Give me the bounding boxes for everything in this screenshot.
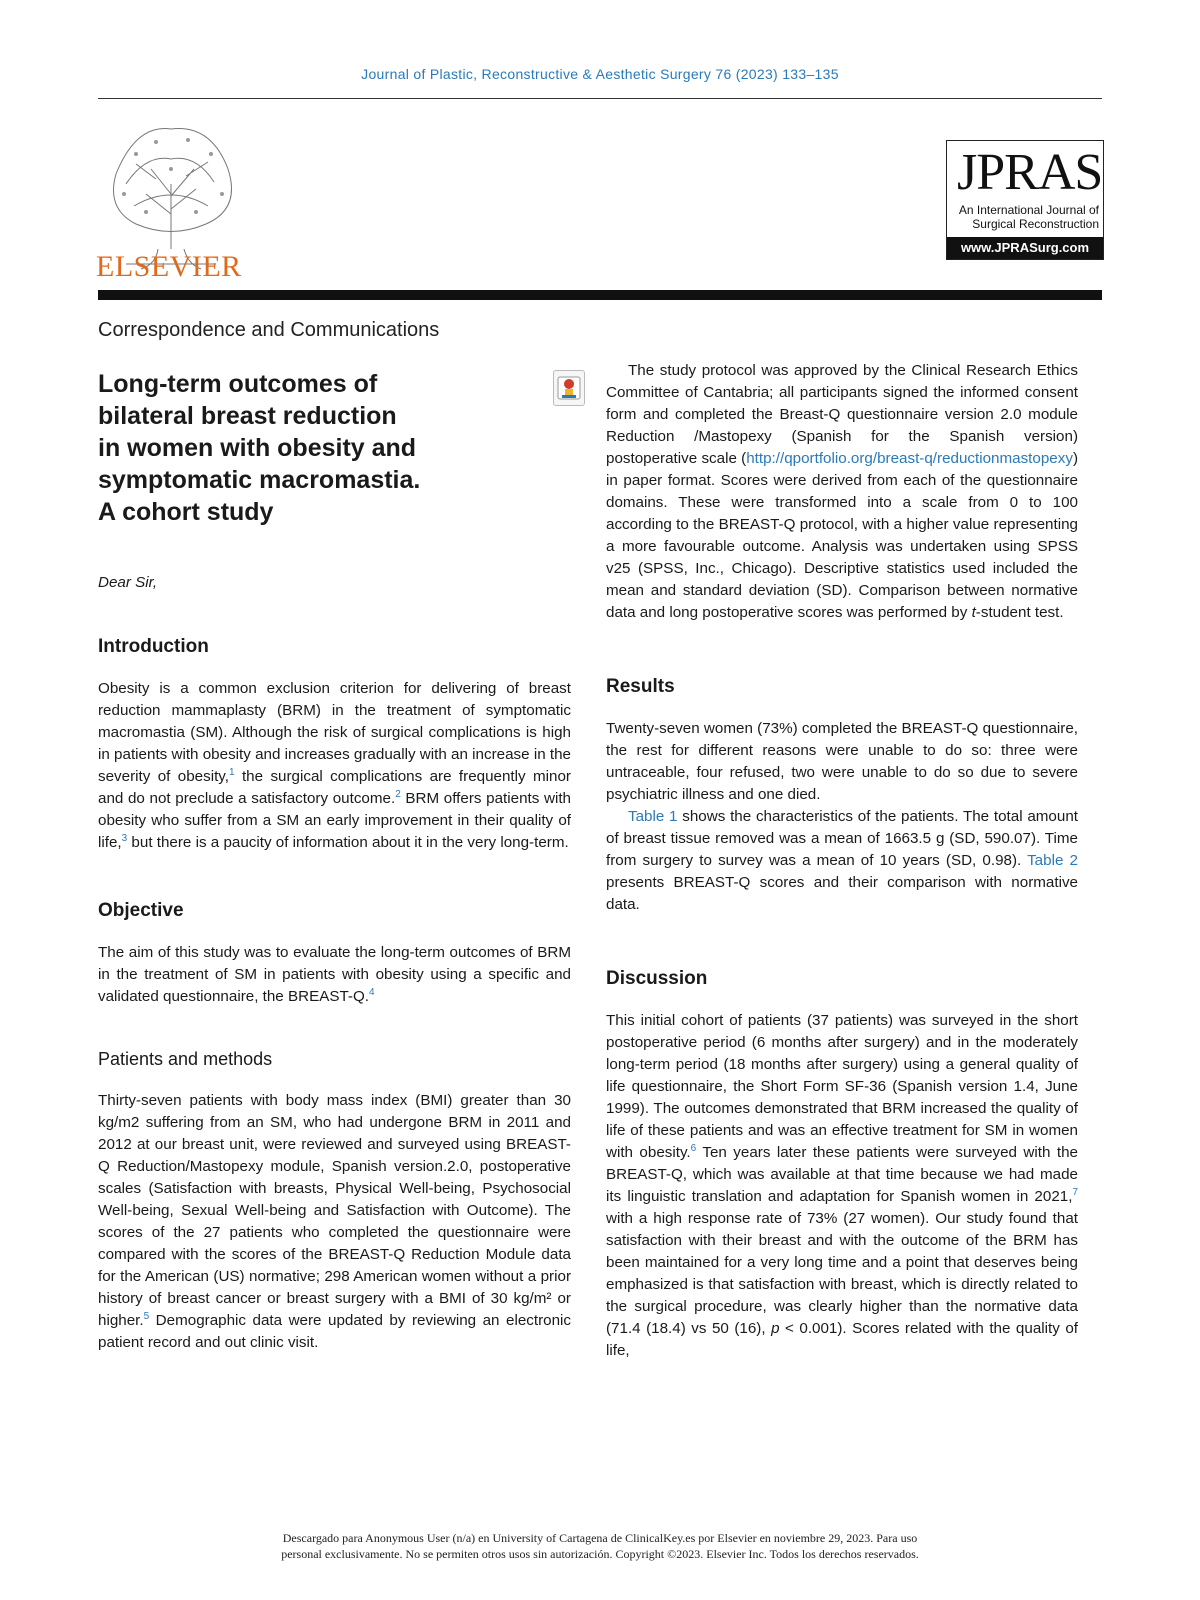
reference-link[interactable]: 4 (369, 986, 375, 998)
text-run: Ten years later these patients were surveyed with the BREAST-Q, which was available at that time because we had made its linguistic translation and adaptation for Spanish women in 2021, (606, 1144, 1078, 1205)
text-run: ) in paper format. Scores were derived from each of the questionnaire domains. These were transformed into a scale from 0 to 100 according to the BREAST-Q protocol, with a higher value representing a more favourable outcome. Analysis was undertaken using SPSS v25 (SPSS, Inc., Chicago). Descriptive statistics used included the mean and standard deviation (SD). Comparison between normative data and long postoperative scores was performed by (606, 450, 1078, 621)
text-run: with a high response rate of 73% (27 women). Our study found that satisfaction with their breast and with the outcome of the BRM has been maintained for a very long time and a point that deserves being emphasized is that satisfaction with breast, which is directly related to the surgical procedure, was clearly higher than the normative data (71.4 (18.4) vs 50 (16), (606, 1210, 1078, 1337)
footer-line-1: Descargado para Anonymous User (n/a) en University of Cartagena de ClinicalKey.es por Elsevier en noviembre 29, 2023. Para uso (282, 1531, 918, 1545)
title-line: in women with obesity and (98, 434, 417, 462)
text-run: The aim of this study was to evaluate the long-term outcomes of BRM in the treatment of SM in patients with obesity using a specific and validated questionnaire, the BREAST-Q. (98, 944, 571, 1005)
text-run: shows the characteristics of the patients. The total amount of breast tissue removed was a mean of 1663.5 g (SD, 590.07). Time from surgery to survey was a mean of 10 years (SD, 0.98). (606, 808, 1078, 869)
jpras-logo-sub1: An International Journal of (958, 203, 1099, 217)
results-paragraph-1: Twenty-seven women (73%) completed the BREAST-Q questionnaire, the rest for different reasons were unable to do so: three were untraceable, four refused, two were unable to do so due to severe psychiatric illness and one died. (606, 720, 1078, 803)
introduction-paragraph (98, 678, 571, 854)
discussion-paragraph (606, 1010, 1078, 1362)
text-run: This initial cohort of patients (37 patients) was surveyed in the short postoperative period (6 months after surgery) and in the moderately long-term period (18 months after surgery) using a general quality of life questionnaire, the Short Form SF-36 (Spanish version 1.4, June 1999). The outcomes demonstrated that BRM increased the quality of life of these patients and was an effective treatment for SM in women with obesity. (606, 1012, 1078, 1161)
jpras-logo-subtitle (953, 203, 1099, 231)
text-run: The study protocol was approved by the Clinical Research Ethics Committee of Cantabria; all participants signed the informed consent form and completed the Breast-Q questionnaire version 2.0 module Reduction /Mastopexy (Spanish for the Spanish version) postoperative scale ( (606, 362, 1078, 467)
protocol-paragraph (606, 360, 1078, 624)
article-section-label: Correspondence and Communications (98, 319, 440, 341)
t-italic: t (971, 604, 976, 621)
text-run: -student test. (975, 604, 1064, 621)
text-run: but there is a paucity of information about it in the very long-term. (127, 834, 569, 851)
table-2-link[interactable]: Table 2 (1027, 852, 1078, 869)
reference-link[interactable]: 2 (395, 788, 401, 800)
reference-link[interactable]: 1 (229, 766, 235, 778)
text-run: Obesity is a common exclusion criterion for delivering of breast reduction mammaplasty (BRM) in the treatment of symptomatic macromastia (SM). Although the risk of surgical complications is high in patients with obesity and increases gradually with an increase in the severity of obesity, (98, 680, 571, 785)
title-line: symptomatic macromastia. (98, 466, 421, 494)
results-heading: Results (606, 676, 675, 697)
discussion-heading: Discussion (606, 968, 708, 989)
reference-link[interactable]: 7 (1072, 1186, 1078, 1198)
results-paragraph-2 (606, 806, 1078, 916)
p-italic: p (771, 1320, 780, 1337)
header-thick-divider (98, 290, 1102, 300)
objective-paragraph (98, 942, 571, 1008)
footer-line-2: personal exclusivamente. No se permiten otros usos sin autorización. Copyright ©2023. Elsevier Inc. Todos los derechos reservados. (281, 1547, 919, 1561)
journal-citation[interactable]: Journal of Plastic, Reconstructive & Aesthetic Surgery 76 (2023) 133–135 (361, 66, 839, 82)
patients-methods-heading: Patients and methods (98, 1049, 273, 1069)
header-divider (98, 98, 1102, 99)
text-run: < 0.001). Scores related with the quality of life, (606, 1320, 1078, 1359)
qportfolio-link[interactable]: http://qportfolio.org/breast-q/reductionmastopexy (746, 450, 1073, 467)
jpras-logo-sub2: Surgical Reconstruction (972, 217, 1099, 231)
introduction-heading: Introduction (98, 636, 209, 657)
objective-heading: Objective (98, 900, 184, 921)
text-run: presents BREAST-Q scores and their comparison with normative data. (606, 874, 1078, 913)
jpras-logo-url: www.JPRASurg.com (947, 237, 1103, 259)
article-title (98, 368, 518, 528)
reference-link[interactable]: 5 (143, 1310, 150, 1322)
elsevier-wordmark: ELSEVIER (96, 250, 242, 283)
reference-link[interactable]: 3 (121, 832, 128, 844)
title-line: bilateral breast reduction (98, 402, 397, 430)
jpras-logo-title: JPRAS (957, 144, 1103, 201)
text-run: the surgical complications are frequently minor and do not preclude a satisfactory outcome. (98, 768, 571, 807)
table-1-link[interactable]: Table 1 (628, 808, 678, 825)
title-line: Long-term outcomes of (98, 370, 378, 398)
download-footer (0, 1530, 1200, 1562)
right-column (606, 360, 1078, 1362)
reference-link[interactable]: 6 (690, 1142, 697, 1154)
text-run: BRM offers patients with obesity who suffer from a SM an early improvement in their quality of life, (98, 790, 571, 851)
jpras-logo[interactable] (946, 140, 1104, 260)
title-line: A cohort study (98, 498, 274, 526)
text-run: Thirty-seven patients with body mass index (BMI) greater than 30 kg/m2 suffering from an SM, who had undergone BRM in 2011 and 2012 at our breast unit, were reviewed and surveyed using BREAST-Q Reduction/Mastopexy module, Spanish version.2.0, postoperative scales (Satisfaction with breasts, Physical Well-being, Psychosocial Well-being, Sexual Well-being and Satisfaction with Outcome). The scores of the 27 patients who completed the questionnaire were compared with the scores of the BREAST-Q Reduction Module data for the American (US) normative; 298 American women without a prior history of breast cancer or breast surgery with a BMI of 30 kg/m² or higher. (98, 1092, 571, 1329)
crossmark-icon[interactable] (553, 370, 585, 406)
patients-methods-paragraph (98, 1090, 571, 1354)
salutation: Dear Sir, (98, 574, 158, 591)
left-column (98, 572, 571, 1354)
text-run: Demographic data were updated by reviewing an electronic patient record and out clinic visit. (98, 1312, 571, 1351)
